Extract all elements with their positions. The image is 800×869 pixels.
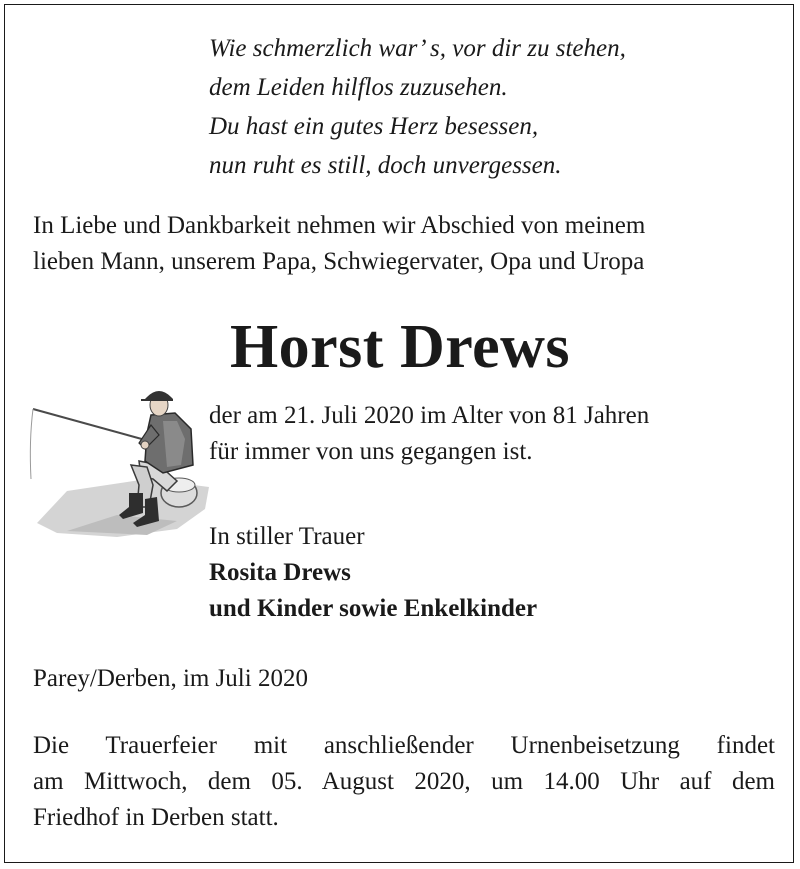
death-notice [209,398,649,470]
funeral-line: Die Trauerfeier mit anschließender Urnenbeisetzung findet [33,732,775,759]
death-notice-line: für immer von uns gegangen ist. [209,438,533,465]
mourners-block [209,519,537,627]
poem-line: Wie schmerzlich war’ s, vor dir zu stehen, [209,35,626,62]
memorial-poem [209,29,626,185]
deceased-name: Horst Drews [229,313,571,381]
mourning-intro: In stiller Trauer [209,523,365,550]
intro-line: In Liebe und Dankbarkeit nehmen wir Abschied von meinem [33,212,646,239]
funeral-line: Friedhof in Derben statt. [33,804,279,831]
funeral-line: am Mittwoch, dem 05. August 2020, um 14.00 Uhr auf dem [33,768,775,795]
farewell-intro [33,208,645,280]
fisherman-icon [27,381,217,541]
funeral-details [33,728,775,836]
poem-line: nun ruht es still, doch unvergessen. [209,152,562,179]
place-and-date: Parey/Derben, im Juli 2020 [33,665,308,692]
poem-line: dem Leiden hilflos zuzusehen. [209,74,508,101]
poem-line: Du hast ein gutes Herz besessen, [209,113,539,140]
intro-line: lieben Mann, unserem Papa, Schwiegervater, Opa und Uropa [33,248,645,275]
death-notice-line: der am 21. Juli 2020 im Alter von 81 Jahren [209,402,650,429]
mourner-name: Rosita Drews [209,559,351,586]
obituary-notice [4,4,794,863]
mourner-name: und Kinder sowie Enkelkinder [209,595,538,622]
